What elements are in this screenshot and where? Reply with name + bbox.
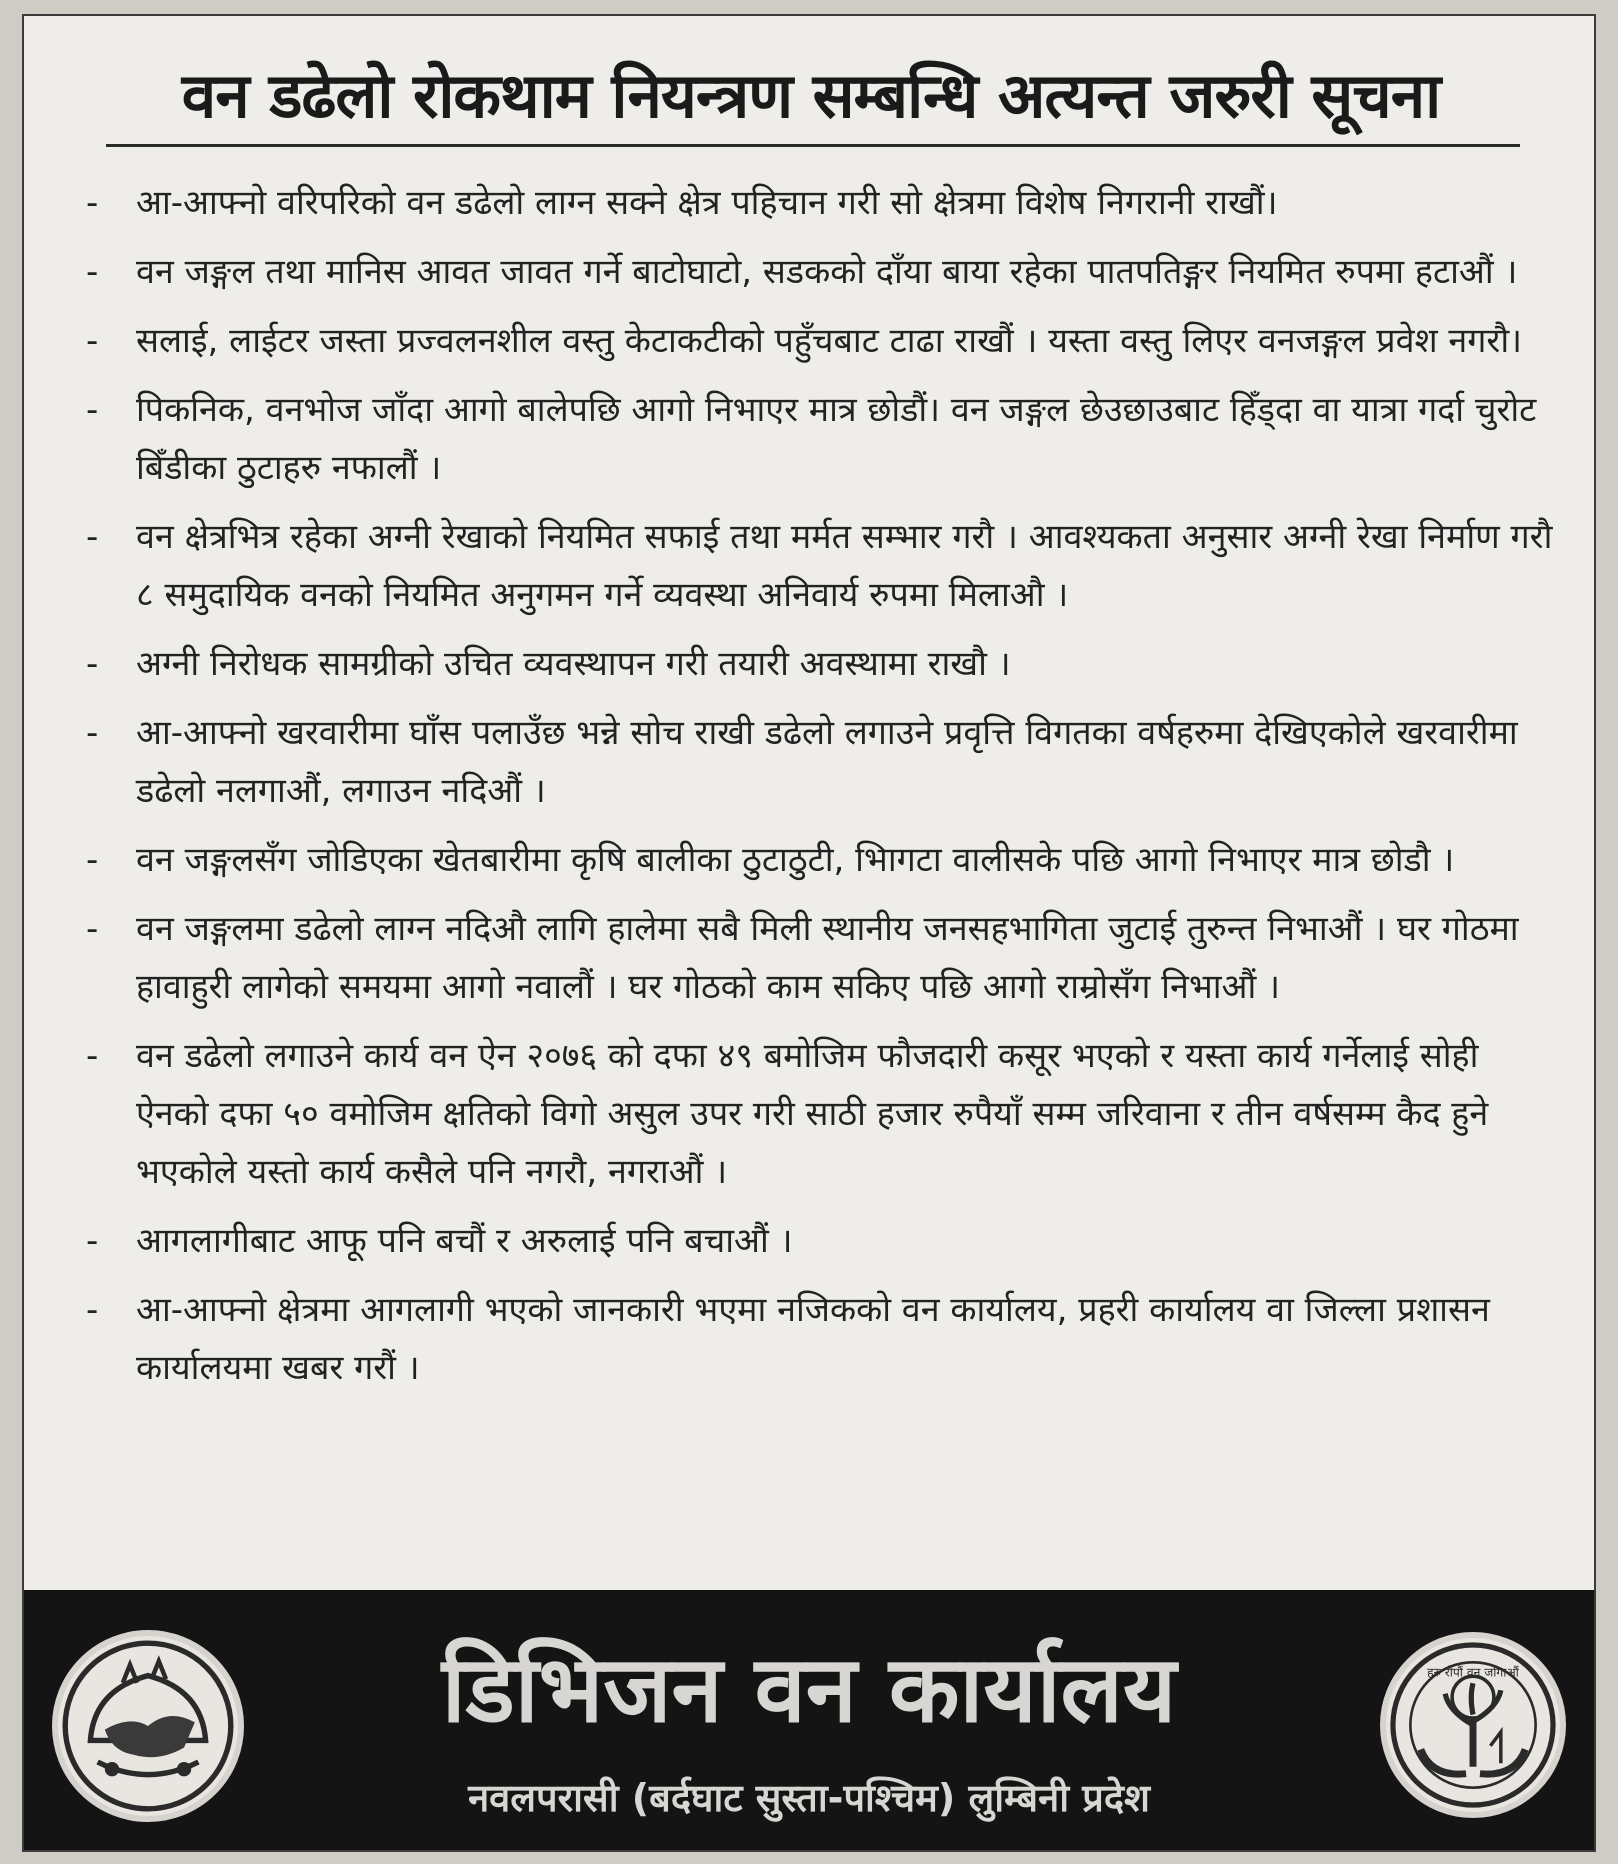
item-text: सलाई, लाईटर जस्ता प्रज्वलनशील वस्तु केटाकटीको पहुँचबाट टाढा राखौं । यस्ता वस्तु लिएर वनजङ्गल प्रवेश नगरौ। xyxy=(136,321,1523,361)
bullet-dash: - xyxy=(86,1221,99,1261)
list-item xyxy=(24,900,1596,1016)
tree-hands-emblem-icon xyxy=(1380,1632,1566,1818)
item-text: पिकनिक, वनभोज जाँदा आगो बालेपछि आगो निभाएर मात्र छोडौं। वन जङ्गल छेउछाउबाट हिँड्दा वा यात्रा गर्दा चुरोट बिँडीका ठुटाहरु नफालौं । xyxy=(136,390,1537,488)
item-text: वन जङ्गलसँग जोडिएका खेतबारीमा कृषि बालीका ठुटाठुटी, भिागटा वालीसके पछि आगो निभाएर मात्र छोडौ । xyxy=(136,840,1455,880)
notice-sheet xyxy=(22,14,1596,1852)
nepal-government-emblem-icon xyxy=(52,1630,244,1822)
item-text: आ-आफ्नो वरिपरिको वन डढेलो लाग्न सक्ने क्षेत्र पहिचान गरी सो क्षेत्रमा विशेष निगरानी राखौं। xyxy=(136,183,1278,223)
seal-caption: हरु रोपौं वन जोगाऔं xyxy=(1427,1665,1519,1680)
bullet-dash: - xyxy=(86,713,99,753)
list-item xyxy=(24,635,1596,693)
item-text: वन क्षेत्रभित्र रहेका अग्नी रेखाको नियमित सफाई तथा मर्मत सम्भार गरौ । आवश्यकता अनुसार अग्नी रेखा निर्माण गरौ ८ समुदायिक वनको नियमित अनुगमन गर्ने व्यवस्था अनिवार्य रुपमा मिलाऔ । xyxy=(136,517,1553,615)
office-address: नवलपरासी (बर्दघाट सुस्ता-पश्चिम) लुम्बिनी प्रदेश xyxy=(468,1776,1150,1820)
list-item xyxy=(24,174,1596,232)
list-item xyxy=(24,243,1596,301)
notice-title: वन डढेलो रोकथाम नियन्त्रण सम्बन्धि अत्यन्त जरुरी सूचना xyxy=(181,59,1441,132)
title-underline xyxy=(106,144,1520,147)
bullet-dash: - xyxy=(86,1290,99,1330)
item-text: आ-आफ्नो क्षेत्रमा आगलागी भएको जानकारी भएमा नजिकको वन कार्यालय, प्रहरी कार्यालय वा जिल्ला प्रशासन कार्यालयमा खबर गरौं । xyxy=(136,1290,1490,1388)
item-text: आगलागीबाट आफू पनि बचौं र अरुलाई पनि बचाऔं । xyxy=(136,1221,793,1261)
office-footer-band xyxy=(24,1590,1596,1852)
bullet-dash: - xyxy=(86,1036,99,1076)
list-item xyxy=(24,831,1596,889)
item-text: वन डढेलो लगाउने कार्य वन ऐन २०७६ को दफा ४९ बमोजिम फौजदारी कसूर भएको र यस्ता कार्य गर्नेलाई सोही ऐनको दफा ५० वमोजिम क्षतिको विगो असुल उपर गरी साठी हजार रुपैयाँ सम्म जरिवाना र तीन वर्षसम्म कैद हुने भएकोले यस्तो कार्य कसैले पनि नगरौ, नगराऔं । xyxy=(136,1036,1489,1192)
list-item xyxy=(24,381,1596,497)
bullet-dash: - xyxy=(86,517,99,557)
item-text: अग्नी निरोधक सामग्रीको उचित व्यवस्थापन गरी तयारी अवस्थामा राखौ । xyxy=(136,644,1011,684)
list-item xyxy=(24,704,1596,820)
list-item xyxy=(24,508,1596,624)
bullet-dash: - xyxy=(86,321,99,361)
list-item xyxy=(24,1281,1596,1397)
item-text: वन जङ्गल तथा मानिस आवत जावत गर्ने बाटोघाटो, सडकको दाँया बाया रहेका पातपतिङ्गर नियमित रुपमा हटाऔं । xyxy=(136,252,1518,292)
bullet-dash: - xyxy=(86,840,99,880)
list-item xyxy=(24,312,1596,370)
item-text: वन जङ्गलमा डढेलो लाग्न नदिऔ लागि हालेमा सबै मिली स्थानीय जनसहभागिता जुटाई तुरुन्त निभाऔं । घर गोठमा हावाहुरी लागेको समयमा आगो नवालौं । घर गोठको काम सकिए पछि आगो राम्रोसँग निभाऔं । xyxy=(136,909,1519,1007)
bullet-dash: - xyxy=(86,183,99,223)
notice-list xyxy=(24,174,1596,1408)
bullet-dash: - xyxy=(86,909,99,949)
bullet-dash: - xyxy=(86,252,99,292)
bullet-dash: - xyxy=(86,390,99,430)
item-text: आ-आफ्नो खरवारीमा घाँस पलाउँछ भन्ने सोच राखी डढेलो लगाउने प्रवृत्ति विगतका वर्षहरुमा देखिएकोले खरवारीमा डढेलो नलगाऔं, लगाउन नदिऔं । xyxy=(136,713,1518,811)
list-item xyxy=(24,1212,1596,1270)
list-item xyxy=(24,1027,1596,1201)
bullet-dash: - xyxy=(86,644,99,684)
office-name: डिभिजन वन कार्यालय xyxy=(441,1636,1177,1743)
